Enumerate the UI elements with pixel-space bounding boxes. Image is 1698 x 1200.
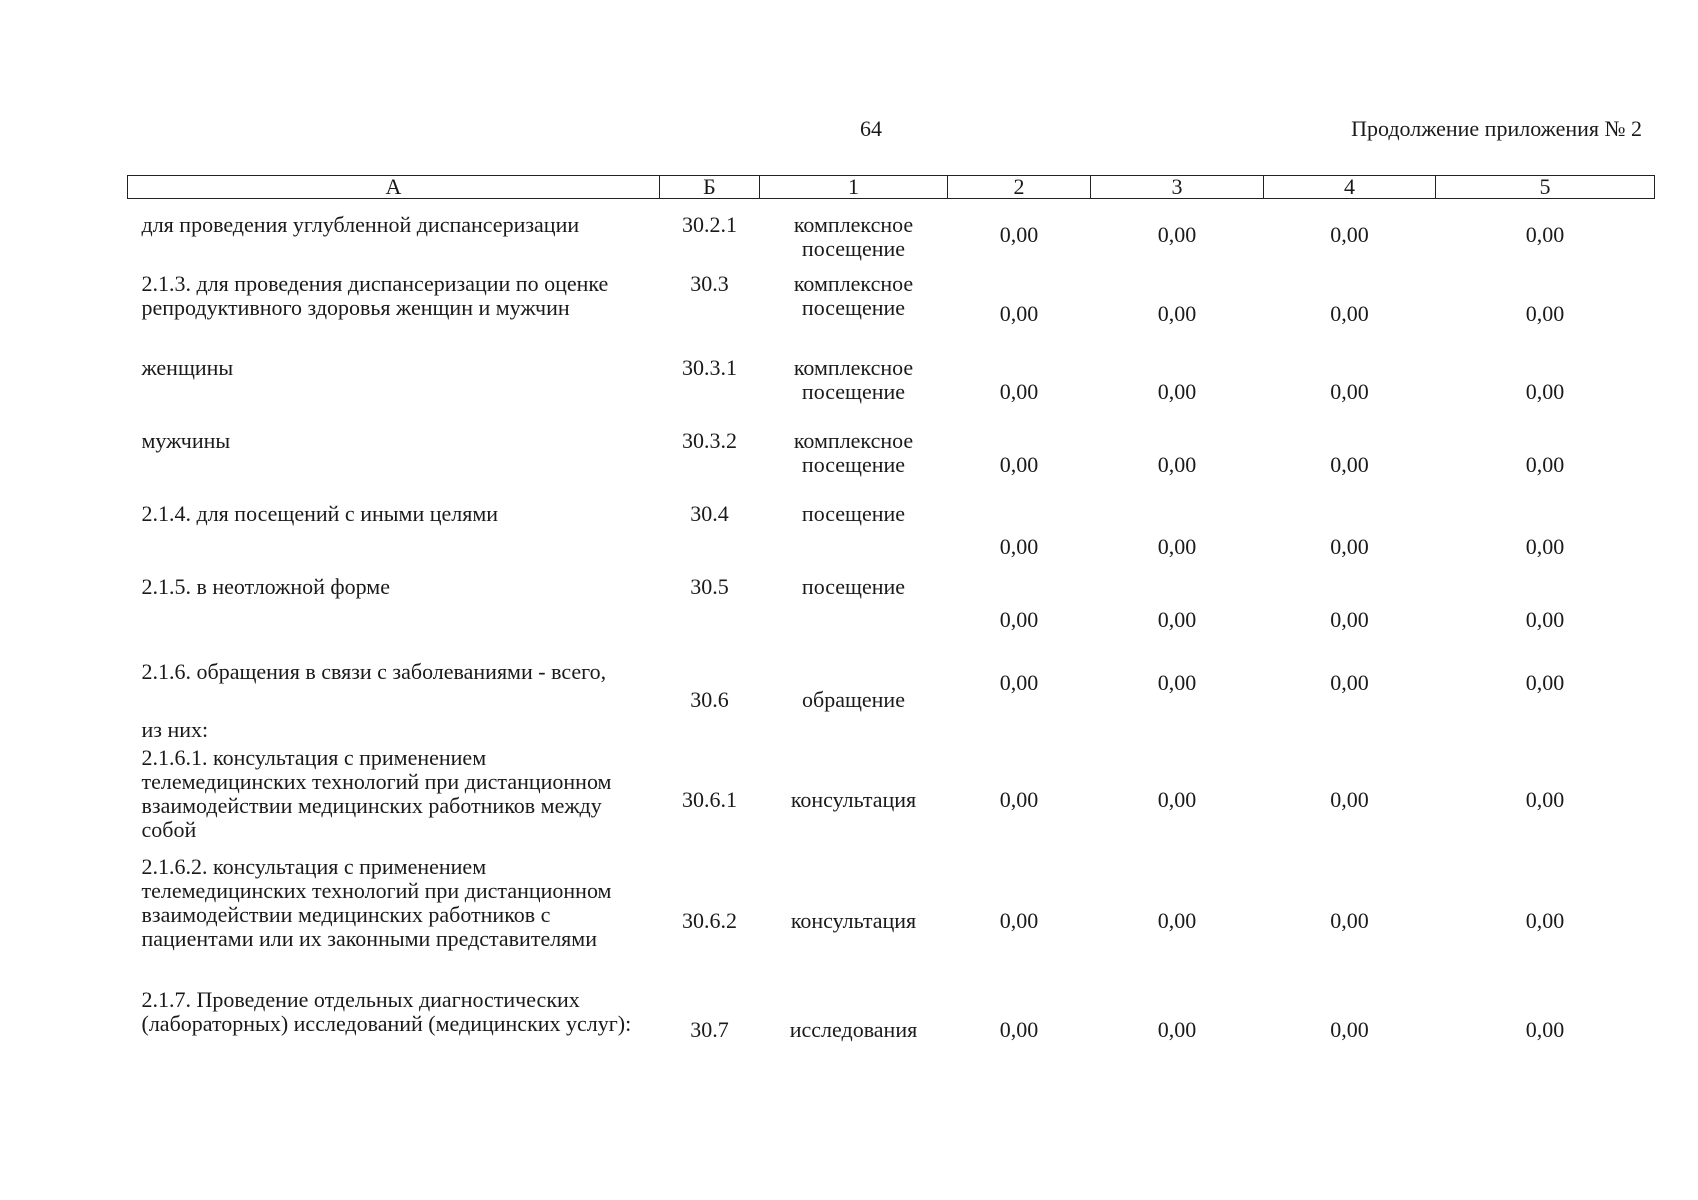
row-code: 30.6.2 [682,908,737,933]
row-name: 2.1.3. для проведения диспансеризации по оценке репродуктивного здоровья женщин и мужчин [141,270,609,320]
row-name: 2.1.6. обращения в связи с заболеваниями - всего, [141,658,607,684]
row-unit: комплексное посещение [793,354,914,404]
row-code: 30.3 [690,270,729,296]
row-value-2: 0,00 [999,452,1039,477]
row-value-2: 0,00 [999,534,1039,559]
row-value-4: 0,00 [1330,534,1369,559]
page-number: 64 [860,116,882,141]
row-value-2: 0,00 [999,787,1039,812]
row-value-3: 0,00 [1157,908,1197,933]
row-value-4: 0,00 [1330,607,1369,632]
sub-note: из них: [141,716,209,742]
row-value-3: 0,00 [1157,787,1197,812]
row-value-4: 0,00 [1330,300,1369,326]
row-value-2: 0,00 [999,379,1039,404]
row-value-5: 0,00 [1525,787,1565,812]
row-unit: исследования [789,1017,918,1042]
row-value-5: 0,00 [1525,534,1565,559]
row-code: 30.6.1 [682,787,737,812]
table-row [128,429,1655,502]
row-name: мужчины [141,427,231,453]
continuation-caption: Продолжение приложения № 2 [1351,116,1642,141]
row-name: 2.1.6.1. консультация с применением телемедицинских технологий при дистанционном взаимодействии медицинских работников между собой [141,744,612,842]
row-name: 2.1.7. Проведение отдельных диагностических (лабораторных) исследований (медицинских услуг): [141,986,632,1036]
row-code: 30.7 [690,1017,729,1042]
row-code: 30.3.2 [682,427,737,453]
row-value-3: 0,00 [1157,1017,1197,1042]
table-row [128,502,1655,575]
row-code: 30.2.1 [682,212,737,237]
row-unit: комплексное посещение [793,270,914,320]
row-value-4: 0,00 [1330,1017,1369,1042]
table-row [128,356,1655,429]
row-unit: посещение [801,500,906,526]
row-value-5: 0,00 [1525,1017,1565,1042]
row-value-5: 0,00 [1525,379,1565,404]
table-row [128,988,1655,1073]
table-row [128,648,1655,712]
row-value-3: 0,00 [1157,300,1197,326]
row-unit: консультация [790,787,917,812]
row-unit: комплексное посещение [793,212,914,261]
row-value-5: 0,00 [1525,452,1565,477]
table-row [128,272,1655,356]
table-row [128,855,1655,988]
column-header-2: 2 [948,176,1091,199]
row-value-2: 0,00 [999,1017,1039,1042]
row-value-3: 0,00 [1157,222,1197,248]
row-name: женщины [141,354,234,380]
row-value-2: 0,00 [999,908,1039,933]
row-value-4: 0,00 [1330,452,1369,477]
column-header-1: 1 [760,176,948,199]
column-header-b: Б [660,176,760,199]
table-row [128,746,1655,855]
row-name: 2.1.6.2. консультация с применением телемедицинских технологий при дистанционном взаимодействии медицинских работников с пациентами или их законными представителями [141,853,612,951]
table-row [128,199,1655,272]
row-value-5: 0,00 [1525,669,1565,695]
row-value-4: 0,00 [1330,787,1369,812]
row-value-5: 0,00 [1525,908,1565,933]
row-unit: комплексное посещение [793,427,914,477]
sub-note-row [128,712,1655,746]
column-header-4: 4 [1264,176,1436,199]
row-value-4: 0,00 [1330,908,1369,933]
row-name: 2.1.4. для посещений с иными целями [141,500,499,526]
column-header-a: А [128,176,660,199]
row-value-2: 0,00 [999,222,1039,248]
row-value-5: 0,00 [1525,607,1565,632]
row-value-5: 0,00 [1525,222,1565,248]
row-name: для проведения углубленной диспансеризации [141,212,580,237]
row-unit: обращение [802,686,905,712]
row-value-3: 0,00 [1157,379,1197,404]
row-code: 30.4 [690,500,729,526]
row-value-2: 0,00 [999,607,1039,632]
row-name: 2.1.5. в неотложной форме [141,573,390,599]
row-value-2: 0,00 [999,300,1039,326]
column-header-5: 5 [1436,176,1655,199]
table-row [128,575,1655,648]
data-table [127,175,1655,1073]
row-unit: консультация [790,908,917,933]
row-value-3: 0,00 [1157,669,1197,695]
row-code: 30.6 [690,686,729,712]
column-header-3: 3 [1091,176,1264,199]
row-code: 30.3.1 [682,354,737,380]
row-value-5: 0,00 [1525,300,1565,326]
row-value-4: 0,00 [1330,669,1369,695]
row-unit: посещение [801,573,906,599]
row-value-3: 0,00 [1157,452,1197,477]
row-code: 30.5 [690,573,729,599]
row-value-2: 0,00 [999,669,1039,695]
row-value-3: 0,00 [1157,534,1197,559]
table-header-row [128,176,1655,199]
row-value-3: 0,00 [1157,607,1197,632]
row-value-4: 0,00 [1330,222,1369,248]
row-value-4: 0,00 [1330,379,1369,404]
